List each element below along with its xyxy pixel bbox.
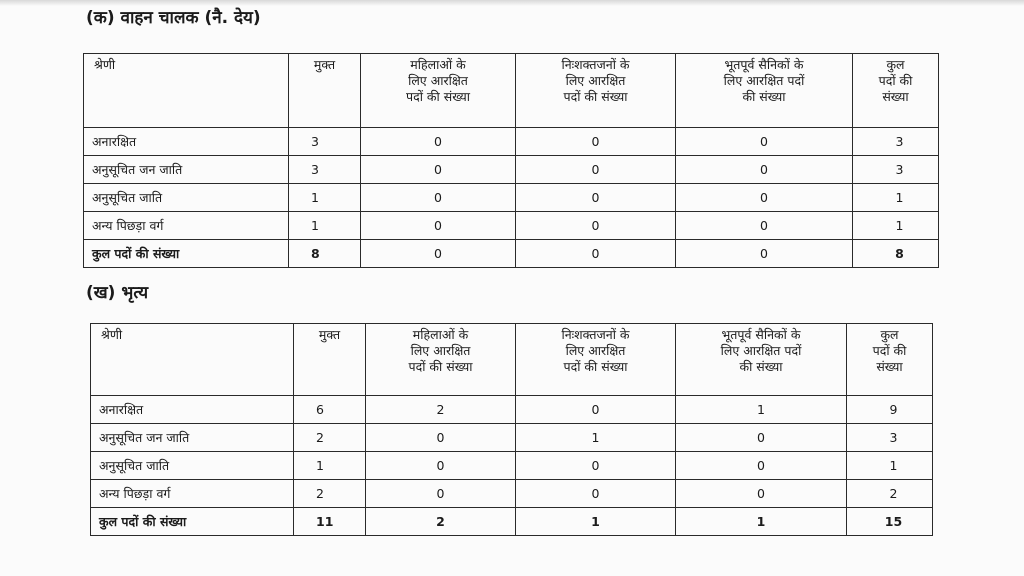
cell-category: अनुसूचित जाति	[84, 184, 289, 212]
cell-mukt: 6	[294, 396, 366, 424]
cell-mukt: 11	[294, 508, 366, 536]
header-total-line: कुल	[880, 327, 899, 342]
cell-women: 0	[361, 212, 516, 240]
header-ex-servicemen-line: भूतपूर्व सैनिकों के	[721, 327, 801, 342]
header-women-line: लिए आरक्षित	[410, 343, 471, 358]
peon-posts-table	[90, 323, 933, 536]
cell-total: 1	[853, 184, 939, 212]
header-ex-servicemen-line: की संख्या	[739, 359, 783, 374]
header-total	[847, 324, 933, 396]
cell-mukt: 3	[289, 156, 361, 184]
table-row	[91, 424, 933, 452]
cell-disabled: 1	[516, 424, 676, 452]
cell-mukt: 3	[289, 128, 361, 156]
cell-ex-servicemen: 0	[676, 452, 847, 480]
table-total-row	[91, 508, 933, 536]
header-mukt: मुक्त	[294, 324, 366, 396]
cell-mukt: 8	[289, 240, 361, 268]
table-row	[91, 396, 933, 424]
header-disabled	[516, 54, 676, 128]
table-header-row	[91, 324, 933, 396]
table-total-row	[84, 240, 939, 268]
header-category: श्रेणी	[84, 54, 289, 128]
cell-total: 3	[847, 424, 933, 452]
cell-women: 0	[366, 480, 516, 508]
cell-total: 8	[853, 240, 939, 268]
cell-women: 2	[366, 508, 516, 536]
cell-women: 2	[366, 396, 516, 424]
header-mukt: मुक्त	[289, 54, 361, 128]
header-disabled-line: लिए आरक्षित	[565, 73, 626, 88]
header-women-line: पदों की संख्या	[405, 89, 470, 104]
header-ex-servicemen	[676, 324, 847, 396]
cell-ex-servicemen: 0	[676, 240, 853, 268]
cell-disabled: 1	[516, 508, 676, 536]
table-header-row	[84, 54, 939, 128]
table-row	[84, 156, 939, 184]
cell-mukt: 2	[294, 480, 366, 508]
header-women-line: महिलाओं के	[412, 327, 469, 342]
cell-disabled: 0	[516, 128, 676, 156]
header-total-line: पदों की	[872, 343, 907, 358]
cell-category: कुल पदों की संख्या	[91, 508, 294, 536]
table-row	[84, 184, 939, 212]
cell-disabled: 0	[516, 452, 676, 480]
cell-category: अन्य पिछड़ा वर्ग	[84, 212, 289, 240]
header-total-line: कुल	[886, 57, 905, 72]
cell-ex-servicemen: 0	[676, 480, 847, 508]
cell-disabled: 0	[516, 184, 676, 212]
header-ex-servicemen-line: भूतपूर्व सैनिकों के	[724, 57, 804, 72]
cell-women: 0	[361, 156, 516, 184]
table-row	[84, 128, 939, 156]
table-row	[91, 480, 933, 508]
table-row	[84, 212, 939, 240]
cell-category: अनुसूचित जाति	[91, 452, 294, 480]
header-ex-servicemen	[676, 54, 853, 128]
cell-category: अन्य पिछड़ा वर्ग	[91, 480, 294, 508]
cell-category: अनुसूचित जन जाति	[84, 156, 289, 184]
cell-disabled: 0	[516, 396, 676, 424]
cell-mukt: 1	[294, 452, 366, 480]
cell-women: 0	[361, 184, 516, 212]
cell-disabled: 0	[516, 480, 676, 508]
table-row	[91, 452, 933, 480]
cell-ex-servicemen: 0	[676, 128, 853, 156]
cell-mukt: 1	[289, 212, 361, 240]
cell-total: 3	[853, 128, 939, 156]
cell-disabled: 0	[516, 212, 676, 240]
cell-category: अनारक्षित	[84, 128, 289, 156]
cell-women: 0	[366, 424, 516, 452]
header-women-line: लिए आरक्षित	[408, 73, 468, 88]
cell-ex-servicemen: 0	[676, 156, 853, 184]
section-title-peon: (ख) भृत्य	[86, 283, 149, 303]
cell-total: 1	[847, 452, 933, 480]
header-women	[366, 324, 516, 396]
driver-posts-table	[83, 53, 939, 268]
cell-total: 9	[847, 396, 933, 424]
cell-disabled: 0	[516, 156, 676, 184]
header-total-line: संख्या	[876, 359, 903, 374]
header-women-line: महिलाओं के	[410, 57, 466, 72]
cell-women: 0	[366, 452, 516, 480]
cell-total: 15	[847, 508, 933, 536]
cell-total: 1	[853, 212, 939, 240]
header-total-line: पदों की	[878, 73, 913, 88]
cell-women: 0	[361, 128, 516, 156]
header-disabled-line: पदों की संख्या	[563, 89, 628, 104]
header-women	[361, 54, 516, 128]
cell-ex-servicemen: 1	[676, 508, 847, 536]
header-disabled-line: पदों की संख्या	[563, 359, 628, 374]
cell-category: अनारक्षित	[91, 396, 294, 424]
cell-ex-servicemen: 1	[676, 396, 847, 424]
cell-total: 3	[853, 156, 939, 184]
cell-mukt: 1	[289, 184, 361, 212]
cropped-previous-line	[0, 0, 1024, 6]
header-disabled-line: निःशक्तजनों के	[561, 57, 630, 72]
cell-category: कुल पदों की संख्या	[84, 240, 289, 268]
header-disabled-line: लिए आरक्षित	[565, 343, 626, 358]
header-ex-servicemen-line: लिए आरक्षित पदों	[723, 73, 805, 88]
cell-disabled: 0	[516, 240, 676, 268]
cell-category: अनुसूचित जन जाति	[91, 424, 294, 452]
header-total	[853, 54, 939, 128]
section-title-driver: (क) वाहन चालक (नै. देय)	[86, 8, 261, 28]
header-disabled-line: निःशक्तजनों के	[561, 327, 630, 342]
cell-ex-servicemen: 0	[676, 424, 847, 452]
cell-ex-servicemen: 0	[676, 184, 853, 212]
header-total-line: संख्या	[882, 89, 909, 104]
header-disabled	[516, 324, 676, 396]
header-ex-servicemen-line: लिए आरक्षित पदों	[720, 343, 802, 358]
header-women-line: पदों की संख्या	[408, 359, 473, 374]
header-ex-servicemen-line: की संख्या	[742, 89, 786, 104]
cell-total: 2	[847, 480, 933, 508]
cell-mukt: 2	[294, 424, 366, 452]
cell-ex-servicemen: 0	[676, 212, 853, 240]
cell-women: 0	[361, 240, 516, 268]
header-category: श्रेणी	[91, 324, 294, 396]
